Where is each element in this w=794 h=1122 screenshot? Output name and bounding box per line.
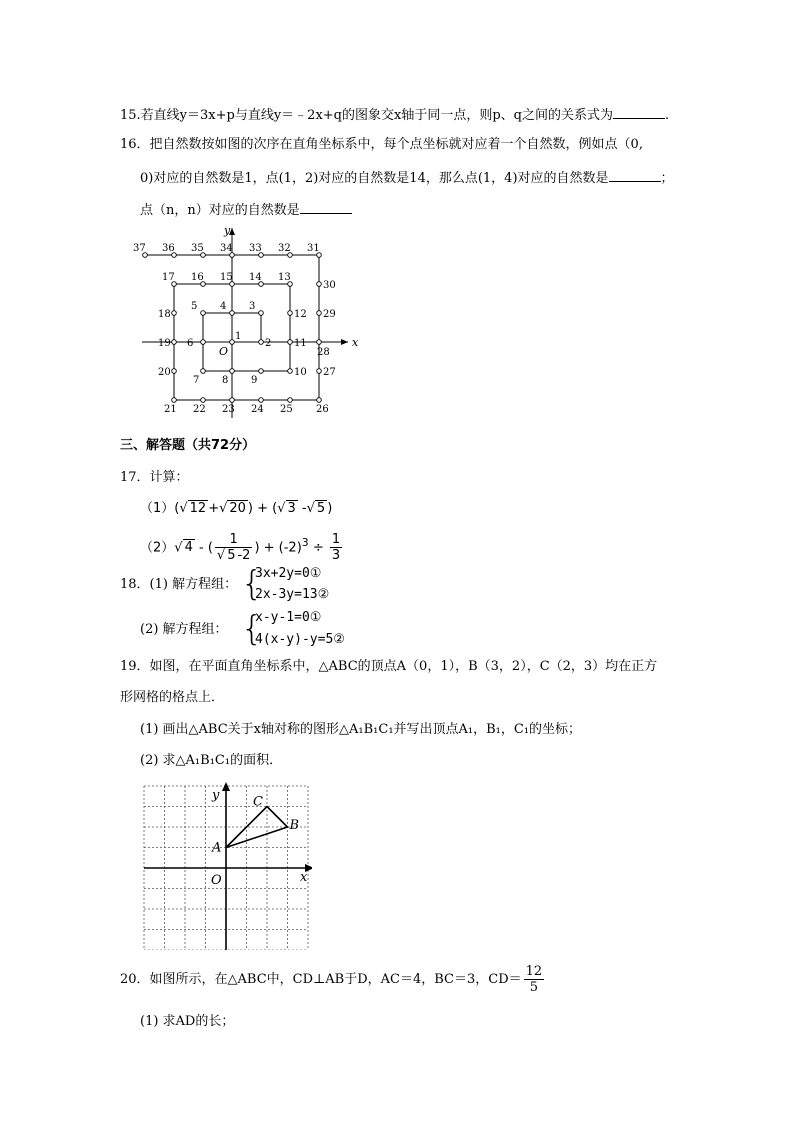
vertex-a-label: A (212, 840, 222, 856)
point-label: 26 (316, 404, 329, 415)
question-16-line3: 点（n，n）对应的自然数是 (140, 199, 352, 220)
point-label: 31 (307, 243, 320, 254)
question-18-part1-label: 18．(1) 解方程组： (120, 577, 238, 592)
point-label: 36 (162, 243, 175, 254)
spiral-point (172, 369, 177, 374)
question-20-part1: (1) 求AD的长； (140, 1014, 235, 1029)
point-label: 7 (193, 375, 200, 386)
question-20-line1: 20．如图所示，在△ABC中，CD⊥AB于D，AC＝4，BC＝3，CD＝ $\frac{12}{5}$ (120, 964, 543, 995)
triangle-grid-figure (140, 782, 312, 950)
equation-brace: { (241, 564, 263, 604)
point-label: 6 (187, 338, 194, 349)
spiral-point (172, 340, 177, 345)
x-axis-arrow (341, 339, 348, 345)
spiral-point (317, 398, 322, 403)
equation-brace: { (241, 609, 263, 649)
spiral-figure (130, 222, 370, 422)
y-axis-label: y (212, 788, 220, 803)
point-label: 15 (220, 272, 233, 283)
point-label: 32 (278, 243, 291, 254)
fraction: $\frac{1}{√ 5 -2}$ (216, 532, 251, 564)
question-17-part2: （2）√ 4 - ( $\frac{1}{√ 5 -2}$ ) + $(-2)^3$ ÷ $\frac{1}{3}$ (140, 532, 341, 564)
point-label: 13 (278, 272, 291, 283)
point-label: 16 (191, 272, 204, 283)
spiral-point (288, 340, 293, 345)
spiral-point (230, 340, 235, 345)
fraction: $\frac{12}{5}$ (525, 964, 543, 995)
point-label: 3 (249, 301, 256, 312)
point-label: 34 (220, 243, 233, 254)
point-label: 12 (294, 309, 307, 320)
point-label: 28 (317, 347, 330, 358)
spiral-point (259, 398, 264, 403)
point-label: 17 (162, 272, 175, 283)
answer-blank[interactable] (300, 199, 352, 214)
point-label: 30 (323, 280, 336, 291)
equation-2: 4(x-y)-y=5② (255, 632, 345, 647)
equation-1: 3x+2y=0① (255, 566, 322, 581)
spiral-point (172, 398, 177, 403)
point-label: 37 (133, 243, 146, 254)
spiral-point (230, 311, 235, 316)
spiral-point (288, 369, 293, 374)
point-label: 18 (158, 309, 171, 320)
x-axis-label: x (352, 336, 359, 349)
point-label: 11 (294, 338, 307, 349)
point-label: 33 (249, 243, 262, 254)
point-label: 8 (222, 375, 229, 386)
question-17-title: 17．计算： (120, 470, 189, 485)
point-label: 35 (191, 243, 204, 254)
point-label: 23 (222, 404, 235, 415)
spiral-point (317, 311, 322, 316)
point-label: 24 (251, 404, 264, 415)
answer-blank[interactable] (609, 167, 661, 182)
point-label: 14 (249, 272, 262, 283)
spiral-point (201, 369, 206, 374)
point-label: 20 (158, 367, 171, 378)
spiral-point (288, 311, 293, 316)
point-label: 27 (323, 367, 336, 378)
section-title: 三、解答题（共72分） (120, 438, 256, 453)
answer-blank[interactable] (613, 104, 665, 119)
spiral-point (230, 398, 235, 403)
question-15-text: 15.若直线y＝3x+p与直线y＝﹣2x+q的图象交x轴于同一点，则p、q之间的关系式为 (120, 108, 613, 123)
spiral-point (317, 340, 322, 345)
spiral-point (201, 398, 206, 403)
point-label: 5 (191, 301, 198, 312)
origin-label: O (211, 873, 222, 888)
spiral-point (288, 398, 293, 403)
spiral-point (172, 311, 177, 316)
spiral-point (317, 282, 322, 287)
question-19-part2: (2) 求△A₁B₁C₁的面积． (140, 753, 283, 768)
x-axis-label: x (300, 870, 308, 885)
equation-2: 2x-3y=13② (255, 587, 330, 602)
point-label: 19 (158, 338, 171, 349)
vertex-c-label: C (253, 794, 263, 810)
question-16-line2: 0)对应的自然数是1，点(1，2)对应的自然数是14，那么点(1，4)对应的自然数是 ； (140, 167, 674, 188)
question-19-line1: 19．如图，在平面直角坐标系中，△ABC的顶点A（0，1），B（3，2），C（2，3）均在正方 (120, 659, 658, 674)
origin-label: O (219, 345, 229, 358)
point-label: 4 (220, 301, 227, 312)
spiral-point (201, 340, 206, 345)
point-label: 1 (235, 331, 242, 342)
spiral-point (201, 311, 206, 316)
y-axis-label: y (224, 224, 231, 237)
fraction: $\frac{1}{3}$ (331, 532, 341, 564)
point-label: 9 (251, 375, 258, 386)
question-19-part1: (1) 画出△ABC关于x轴对称的图形△A₁B₁C₁并写出顶点A₁，B₁，C₁的坐标； (140, 722, 582, 737)
point-label: 2 (265, 338, 272, 349)
question-16-line1: 16．把自然数按如图的次序在直角坐标系中，每个点坐标就对应着一个自然数，例如点（0, (120, 137, 643, 152)
spiral-point (259, 311, 264, 316)
y-axis-arrow (222, 782, 230, 791)
spiral-point (259, 369, 264, 374)
equation-1: x-y-1=0① (255, 610, 322, 625)
point-label: 10 (294, 367, 307, 378)
point-label: 22 (193, 404, 206, 415)
question-18-part2-label: (2) 解方程组： (140, 622, 228, 637)
question-19-line2: 形网格的格点上． (120, 690, 225, 705)
point-label: 29 (323, 309, 336, 320)
spiral-point (317, 369, 322, 374)
point-label: 25 (280, 404, 293, 415)
spiral-point (230, 369, 235, 374)
vertex-b-label: B (289, 818, 300, 833)
question-15: 15.若直线y＝3x+p与直线y＝﹣2x+q的图象交x轴于同一点，则p、q之间的关系式为 . (120, 104, 669, 125)
question-17-part1: （1）(√ 12 +√ 20 ) + (√ 3 -√ 5 ) (140, 501, 333, 516)
point-label: 21 (164, 404, 177, 415)
spiral-point (259, 340, 264, 345)
